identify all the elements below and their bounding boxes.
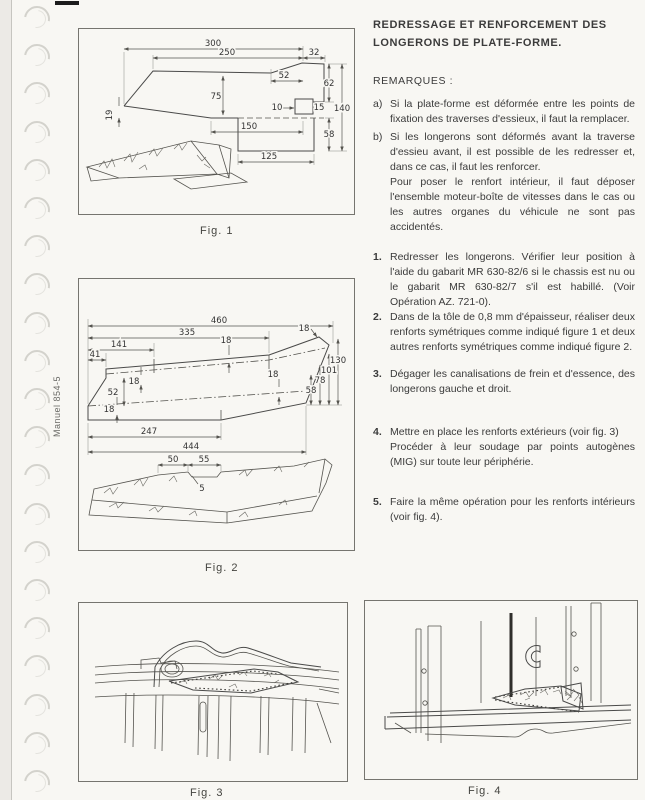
binding-hole xyxy=(19,39,55,75)
binding-hole xyxy=(19,421,55,457)
figure-4-drawing xyxy=(365,601,635,777)
binding-hole xyxy=(19,383,55,419)
dim-label: 18 xyxy=(267,370,279,380)
dim-label: 247 xyxy=(140,427,158,437)
figure-4-box xyxy=(364,600,638,780)
remark-text: Pour poser le renfort intérieur, il faut déposer l'ensemble moteur-boîte de vitesses dans le cas ou les autres organes du véhicule ne sont pas accidentés. xyxy=(390,176,635,233)
remark-marker: a) xyxy=(373,98,383,110)
dim-label: 125 xyxy=(260,152,278,162)
dim-label: 58 xyxy=(323,130,335,140)
dim-label: 130 xyxy=(329,356,347,366)
dim-label: 58 xyxy=(305,386,317,396)
binding-hole xyxy=(19,765,55,800)
dim-label: 460 xyxy=(210,316,228,326)
step-number: 3. xyxy=(373,368,382,380)
step-text: Redresser les longerons. Vérifier leur position à l'aide du gabarit MR 630-82/6 si le chassis est nu ou le gabarit MR 630-82/7 s'il est habillé. (Voir Opération AZ. 721-0). xyxy=(390,251,635,308)
page-edge-line xyxy=(11,0,12,800)
dim-label: 300 xyxy=(204,39,222,49)
binding-hole xyxy=(19,650,55,686)
remarks-heading: REMARQUES : xyxy=(373,75,454,87)
dim-label: 18 xyxy=(128,377,140,387)
binding-hole xyxy=(19,459,55,495)
binding-hole xyxy=(19,77,55,113)
figure-3-drawing xyxy=(79,603,345,779)
dim-label: 18 xyxy=(220,336,232,346)
dim-label: 141 xyxy=(110,340,128,350)
dim-label: 101 xyxy=(320,366,338,376)
figure-1-caption: Fig. 1 xyxy=(200,225,234,237)
binding-hole xyxy=(19,154,55,190)
figure-1-drawing xyxy=(79,29,352,212)
dim-label: 52 xyxy=(107,388,119,398)
binding-hole xyxy=(19,306,55,342)
dim-label: 444 xyxy=(182,442,200,452)
article-column xyxy=(373,16,635,525)
remark-text: Si la plate-forme est déformée entre les points de fixation des traverses d'essieux, il faut la remplacer. xyxy=(390,98,635,125)
scan-mark xyxy=(55,1,79,5)
figure-2-drawing xyxy=(79,279,352,548)
dim-label: 5 xyxy=(199,484,205,494)
dim-label: 335 xyxy=(178,328,196,338)
dim-label: 62 xyxy=(323,79,335,89)
step-text: Faire la même opération pour les renforts intérieurs (voir fig. 4). xyxy=(390,496,635,523)
figure-4-caption: Fig. 4 xyxy=(468,785,502,797)
dim-label: 10 xyxy=(271,103,283,113)
step-item-5 xyxy=(373,495,635,525)
figure-3-caption: Fig. 3 xyxy=(190,787,224,799)
title-line-2: LONGERONS DE PLATE-FORME. xyxy=(373,37,562,49)
dim-label: 150 xyxy=(240,122,258,132)
step-item-4 xyxy=(373,425,635,470)
binding-hole xyxy=(19,574,55,610)
dim-label: 41 xyxy=(89,350,101,360)
dim-label: 55 xyxy=(198,455,210,465)
binding-hole xyxy=(19,727,55,763)
dim-label: 32 xyxy=(308,48,320,58)
dim-label: 75 xyxy=(210,92,222,102)
dim-label: 250 xyxy=(218,48,236,58)
binding-hole xyxy=(19,268,55,304)
step-number: 2. xyxy=(373,311,382,323)
title-line-1: REDRESSAGE ET RENFORCEMENT DES xyxy=(373,19,607,31)
step-item-1 xyxy=(373,250,635,310)
step-item-2 xyxy=(373,310,635,355)
step-text: Dans de la tôle de 0,8 mm d'épaisseur, réaliser deux renforts symétriques comme indiqué figure 1 et deux autres renforts symétriques comme indiqué figure 2. xyxy=(390,311,635,353)
remark-item-b xyxy=(373,130,635,235)
binding-hole xyxy=(19,192,55,228)
binding-hole xyxy=(19,688,55,724)
figure-2-caption: Fig. 2 xyxy=(205,562,239,574)
binding-hole xyxy=(19,345,55,381)
dim-label: 52 xyxy=(278,71,290,81)
step-item-3 xyxy=(373,367,635,397)
binding-hole xyxy=(19,1,55,37)
figure-2-box xyxy=(78,278,355,551)
binding-hole xyxy=(19,115,55,151)
dim-label: 140 xyxy=(333,104,351,114)
dim-label: 18 xyxy=(103,405,115,415)
spine-label: Manuel 854-5 xyxy=(52,375,62,437)
step-number: 5. xyxy=(373,496,382,508)
binding-hole xyxy=(19,497,55,533)
step-number: 4. xyxy=(373,426,382,438)
remark-item-a xyxy=(373,97,635,127)
dim-label: 50 xyxy=(167,455,179,465)
step-text: Mettre en place les renforts extérieurs (voir fig. 3) xyxy=(390,426,619,438)
dim-label: 78 xyxy=(314,376,326,386)
dim-label: 15 xyxy=(313,103,325,113)
figure-3-box xyxy=(78,602,348,782)
figure-1-box xyxy=(78,28,355,215)
step-text: Procéder à leur soudage par points autogènes (MIG) sur toute leur périphérie. xyxy=(390,441,635,468)
binding-hole xyxy=(19,612,55,648)
binding-strip xyxy=(0,0,60,800)
step-text: Dégager les canalisations de frein et d'essence, des longerons gauche et droit. xyxy=(390,368,635,395)
dim-label: 18 xyxy=(298,324,310,334)
remark-text: Si les longerons sont déformés avant la traverse d'essieu avant, il est possible de les redresser et, dans ce cas, il faut les renforcer. xyxy=(390,131,635,173)
article-title xyxy=(373,16,635,52)
remark-marker: b) xyxy=(373,131,383,143)
binding-hole xyxy=(19,536,55,572)
binding-hole xyxy=(19,230,55,266)
dim-label: 19 xyxy=(105,109,115,121)
step-number: 1. xyxy=(373,251,382,263)
